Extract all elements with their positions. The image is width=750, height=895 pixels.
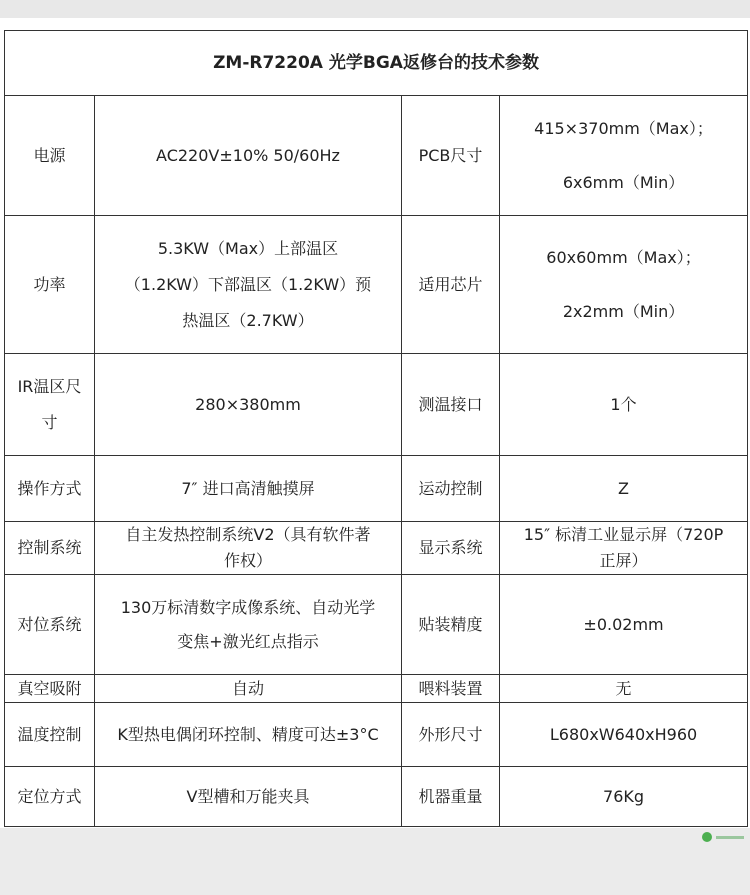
bar-icon: [716, 836, 744, 839]
param-value: 7″ 进口高清触摸屏: [95, 456, 402, 522]
param-label: 操作方式: [5, 456, 95, 522]
floating-widget-icon[interactable]: [696, 830, 750, 842]
param-value: 415×370mm（Max）； 6x6mm（Min）: [500, 96, 748, 216]
bottom-background-band: [0, 828, 750, 895]
title-row: [5, 31, 748, 96]
top-background-strip: [0, 0, 750, 18]
param-label: 外形尺寸: [402, 703, 500, 767]
param-label: 温度控制: [5, 703, 95, 767]
param-label: PCB尺寸: [402, 96, 500, 216]
param-value: 无: [500, 675, 748, 703]
param-value: 60x60mm（Max）； 2x2mm（Min）: [500, 216, 748, 354]
param-label: 定位方式: [5, 767, 95, 827]
param-value: K型热电偶闭环控制、精度可达±3°C: [95, 703, 402, 767]
param-label: 贴装精度: [402, 575, 500, 675]
param-value: 自主发热控制系统V2（具有软件著 作权）: [95, 522, 402, 575]
param-value: ±0.02mm: [500, 575, 748, 675]
param-label: 对位系统: [5, 575, 95, 675]
table-row: [5, 96, 748, 216]
param-value: 130万标清数字成像系统、自动光学 变焦+激光红点指示: [95, 575, 402, 675]
table-row: [5, 522, 748, 575]
param-label: 运动控制: [402, 456, 500, 522]
param-value: Z: [500, 456, 748, 522]
param-label: 真空吸附: [5, 675, 95, 703]
param-label: 机器重量: [402, 767, 500, 827]
param-value: V型槽和万能夹具: [95, 767, 402, 827]
param-label: 适用芯片: [402, 216, 500, 354]
table-title: ZM-R7220A 光学BGA返修台的技术参数: [5, 31, 748, 96]
table-row: [5, 456, 748, 522]
param-label: 测温接口: [402, 354, 500, 456]
param-value: AC220V±10% 50/60Hz: [95, 96, 402, 216]
param-value: L680xW640xH960: [500, 703, 748, 767]
table-row: [5, 703, 748, 767]
param-value: 自动: [95, 675, 402, 703]
param-value: 76Kg: [500, 767, 748, 827]
green-dot-icon: [702, 832, 712, 842]
param-value: 1个: [500, 354, 748, 456]
spec-table: [4, 30, 748, 827]
param-value: 5.3KW（Max）上部温区 （1.2KW）下部温区（1.2KW）预 热温区（2.7KW）: [95, 216, 402, 354]
table-row: [5, 767, 748, 827]
table-row: [5, 675, 748, 703]
param-label: 控制系统: [5, 522, 95, 575]
param-value: 15″ 标清工业显示屏（720P 正屏）: [500, 522, 748, 575]
param-value: 280×380mm: [95, 354, 402, 456]
param-label: 功率: [5, 216, 95, 354]
table-row: [5, 575, 748, 675]
spec-sheet: [0, 18, 750, 828]
table-row: [5, 216, 748, 354]
param-label: 电源: [5, 96, 95, 216]
param-label: 显示系统: [402, 522, 500, 575]
param-label: 喂料装置: [402, 675, 500, 703]
param-label: IR温区尺 寸: [5, 354, 95, 456]
table-row: [5, 354, 748, 456]
